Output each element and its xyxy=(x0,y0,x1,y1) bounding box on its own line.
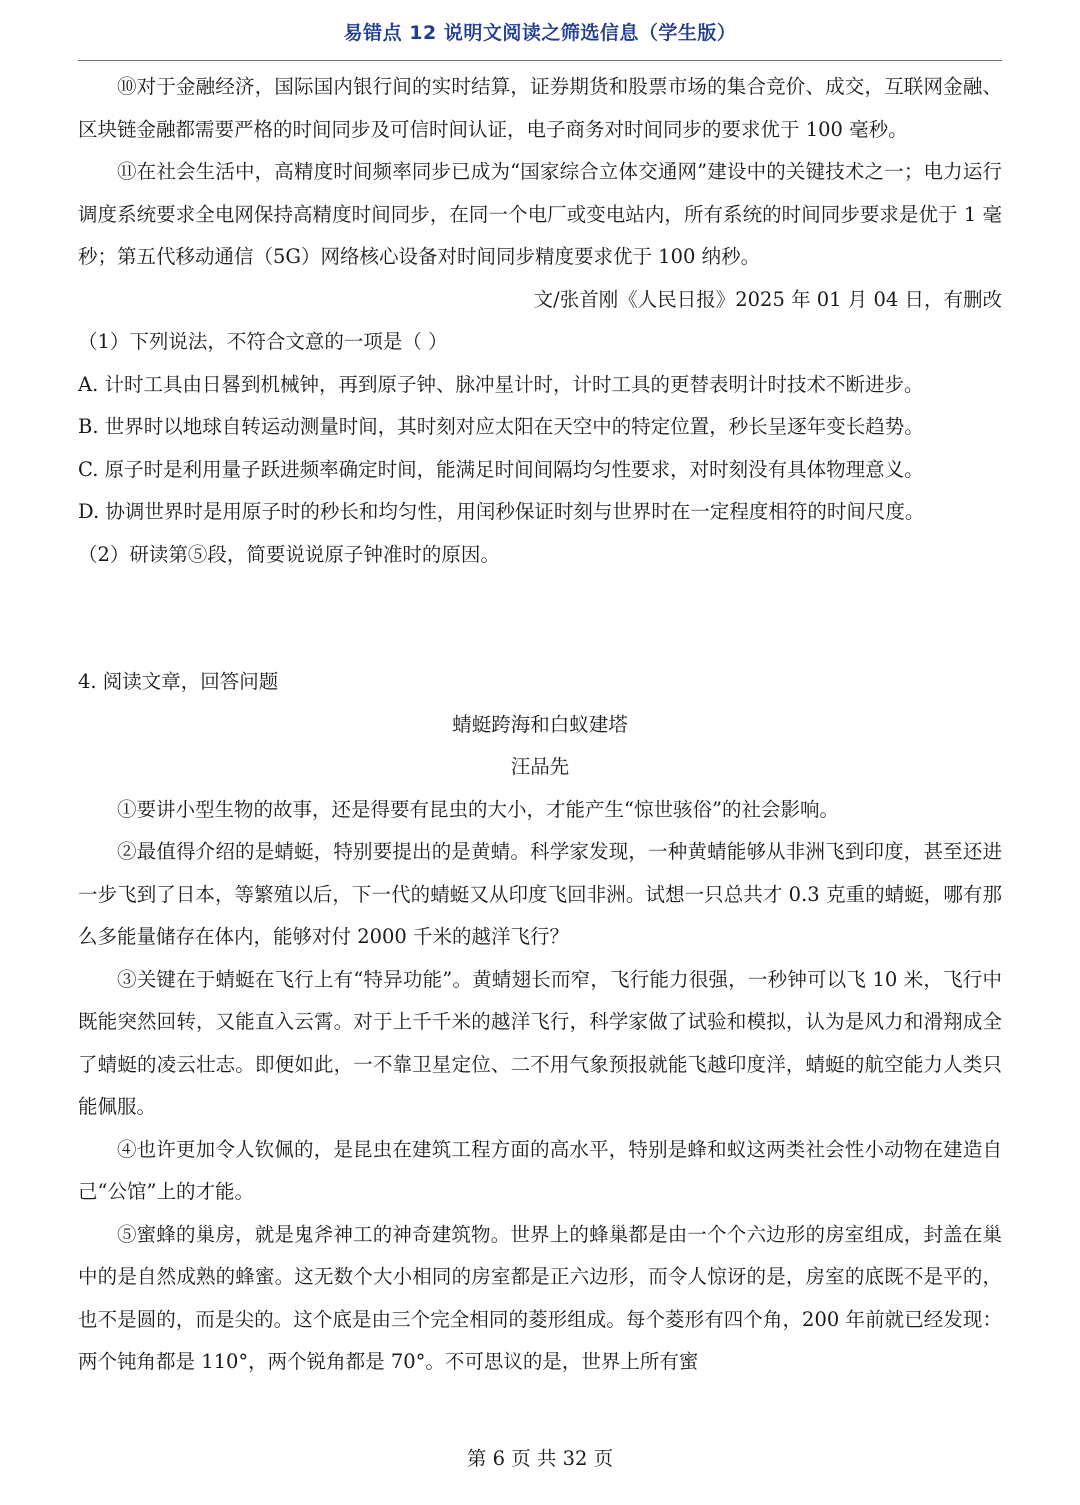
article-title: 蜻蜓跨海和白蚁建塔 xyxy=(452,712,628,736)
option-a: A. 计时工具由日晷到机械钟，再到原子钟、脉冲星计时，计时工具的更替表明计时技术不断进步。 xyxy=(78,372,924,396)
header-title: 易错点 12 说明文阅读之筛选信息（学生版） xyxy=(343,22,737,44)
option-d: D. 协调世界时是用原子时的秒长和均匀性，用闰秒保证时刻与世界时在一定程度相符的时间尺度。 xyxy=(78,500,925,523)
paragraph-10: ⑩对于金融经济，国际国内银行间的实时结算，证券期货和股票市场的集合竞价、成交，互联网金融、区块链金融都需要严格的时间同步及可信时间认证，电子商务对时间同步的要求优于 100 毫秒。 xyxy=(78,75,1002,141)
article-paragraph-5: ⑤蜜蜂的巢房，就是鬼斧神工的神奇建筑物。世界上的蜂巢都是由一个个六边形的房室组成，封盖在巢中的是自然成熟的蜂蜜。这无数个大小相同的房室都是正六边形，而令人惊讶的是，房室的底既不是平的，也不是圆的，而是尖的。这个底是由三个完全相同的菱形组成。每个菱形有四个角，200 年前就已经发现：两个钝角都是 110°，两个锐角都是 70°。不可思议的是，世界上所有蜜 xyxy=(78,1222,1002,1373)
answer-space xyxy=(78,576,1002,661)
article-author: 汪品先 xyxy=(510,755,570,778)
article-paragraph-4: ④也许更加令人钦佩的，是昆虫在建筑工程方面的高水平，特别是蜂和蚁这两类社会性小动物在建造自己“公馆”上的才能。 xyxy=(78,1137,1002,1203)
option-c: C. 原子时是利用量子跃进频率确定时间，能满足时间间隔均匀性要求，对时刻没有具体物理意义。 xyxy=(78,457,924,481)
article-paragraph-3: ③关键在于蜻蜓在飞行上有“特异功能”。黄蜻翅长而窄，飞行能力很强，一秒钟可以飞 10 米，飞行中既能突然回转，又能直入云霄。对于上千千米的越洋飞行，科学家做了试验和模拟，认为是风力和滑翔成全了蜻蜓的凌云壮志。即便如此，一不靠卫星定位、二不用气象预报就能飞越印度洋，蜻蜓的航空能力人类只能佩服。 xyxy=(78,967,1002,1118)
paragraph-11: ⑪在社会生活中，高精度时间频率同步已成为“国家综合立体交通网”建设中的关键技术之一；电力运行调度系统要求全电网保持高精度时间同步，在同一个电厂或变电站内，所有系统的时间同步要求是优于 1 毫秒；第五代移动通信（5G）网络核心设备对时间同步精度要求优于 100 纳秒。 xyxy=(78,160,1002,268)
page-number: 第 6 页 共 32 页 xyxy=(466,1447,614,1470)
article-paragraph-2: ②最值得介绍的是蜻蜓，特别要提出的是黄蜻。科学家发现，一种黄蜻能够从非洲飞到印度，甚至还进一步飞到了日本，等繁殖以后，下一代的蜻蜓又从印度飞回非洲。试想一只总共才 0.3 克重的蜻蜓，哪有那么多能量储存在体内，能够对付 2000 千米的越洋飞行？ xyxy=(78,840,1002,948)
page-header xyxy=(78,16,1002,61)
section-4-heading: 4. 阅读文章，回答问题 xyxy=(78,670,279,693)
article-paragraph-1: ①要讲小型生物的故事，还是得要有昆虫的大小，才能产生“惊世骇俗”的社会影响。 xyxy=(117,797,839,821)
question-2: （2）研读第⑤段，简要说说原子钟准时的原因。 xyxy=(78,542,500,566)
option-b: B. 世界时以地球自转运动测量时间，其时刻对应太阳在天空中的特定位置，秒长呈逐年变长趋势。 xyxy=(78,415,924,438)
question-1: （1）下列说法，不符合文意的一项是（ ） xyxy=(78,330,448,353)
page-footer xyxy=(0,1443,1080,1475)
document-body xyxy=(78,66,1002,1384)
source-citation: 文/张首刚《人民日报》2025 年 01 月 04 日，有删改 xyxy=(533,287,1002,311)
